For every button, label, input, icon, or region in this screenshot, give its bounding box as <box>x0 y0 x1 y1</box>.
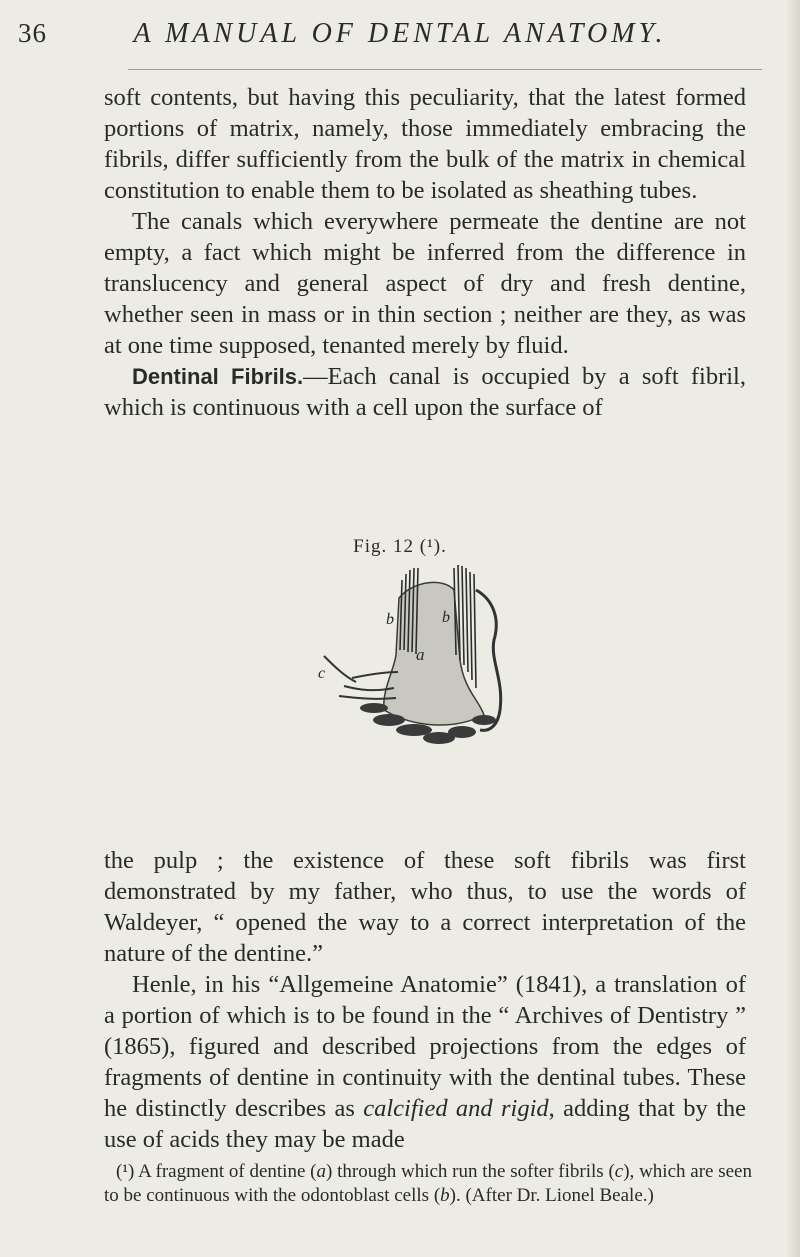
footnote-text <box>104 1160 752 1208</box>
paragraph-dentinal-fibrils <box>104 361 746 423</box>
body-text-bottom <box>104 845 746 1155</box>
paragraph-pulp: the pulp ; the existence of these soft fibrils was first demonstrated by my father, who thus, to use the words of Waldeyer, “ opened the way to a correct interpretation of the nature of the dentine.” <box>104 847 746 967</box>
figure-caption: Fig. 12 (¹). <box>353 536 447 557</box>
dentine-fragment-illustration <box>304 560 564 760</box>
paragraph-canals: The canals which everywhere permeate the dentine are not empty, a fact which might be inferred from the difference in translucency and general aspect of dry and fresh dentine, whether seen in mass or in thin section ; neither are they, as was at one time supposed, tenanted merely by fluid. <box>104 208 746 359</box>
henle-text-end: , adding that by the use of acids they may be made <box>104 1095 746 1153</box>
footnote-ref-a: a <box>316 1161 326 1182</box>
footnote-ref-b: b <box>440 1185 450 1206</box>
figure-label-a: a <box>416 645 425 664</box>
figure-label-b-left: b <box>386 611 394 628</box>
page-number: 36 <box>18 18 47 48</box>
footnote-part-2: ) through which run the softer fibrils ( <box>326 1161 615 1182</box>
footnote-part-4: ). (After Dr. Lionel Beale.) <box>449 1185 654 1206</box>
dentine-fragment-shape <box>384 582 484 725</box>
footnote-marker: (¹) <box>116 1161 135 1182</box>
henle-text-italic: calcified and rigid <box>363 1095 549 1122</box>
header-rule <box>128 69 762 70</box>
page-edge-shadow <box>786 0 800 1257</box>
footnote-part-1: A fragment of dentine ( <box>134 1161 317 1182</box>
paragraph-henle <box>104 969 746 1155</box>
footnote <box>104 1160 752 1208</box>
section-heading: Dentinal Fibrils. <box>132 364 304 389</box>
page-header <box>8 18 792 58</box>
running-title: A MANUAL OF DENTAL ANATOMY. <box>133 18 667 49</box>
footnote-ref-c: c <box>614 1161 624 1182</box>
body-text-top <box>104 82 746 423</box>
figure-label-c: c <box>318 665 326 682</box>
henle-text-start: Henle, in his “Allgemeine Anatomie” (1841), a translation of a portion of which is to be found in the “ Archives of Dentistry ” (1865), figured and described projections from the edges of fragments of dentine in continuity with the dentinal tubes. These he distinctly describes as <box>104 971 746 1122</box>
footnote-part-3: ), which are seen to be continuous with the odontoblast cells ( <box>104 1161 752 1206</box>
figure-label-b-right: b <box>442 609 450 626</box>
fibrils-text: —Each canal is occupied by a soft fibril, which is continuous with a cell upon the surface of <box>104 363 746 421</box>
paragraph-soft-contents: soft contents, but having this peculiarity, that the latest formed portions of matrix, namely, those immediately embracing the fibrils, differ sufficiently from the bulk of the matrix in chemical constitution to enable them to be isolated as sheathing tubes. <box>104 84 746 204</box>
